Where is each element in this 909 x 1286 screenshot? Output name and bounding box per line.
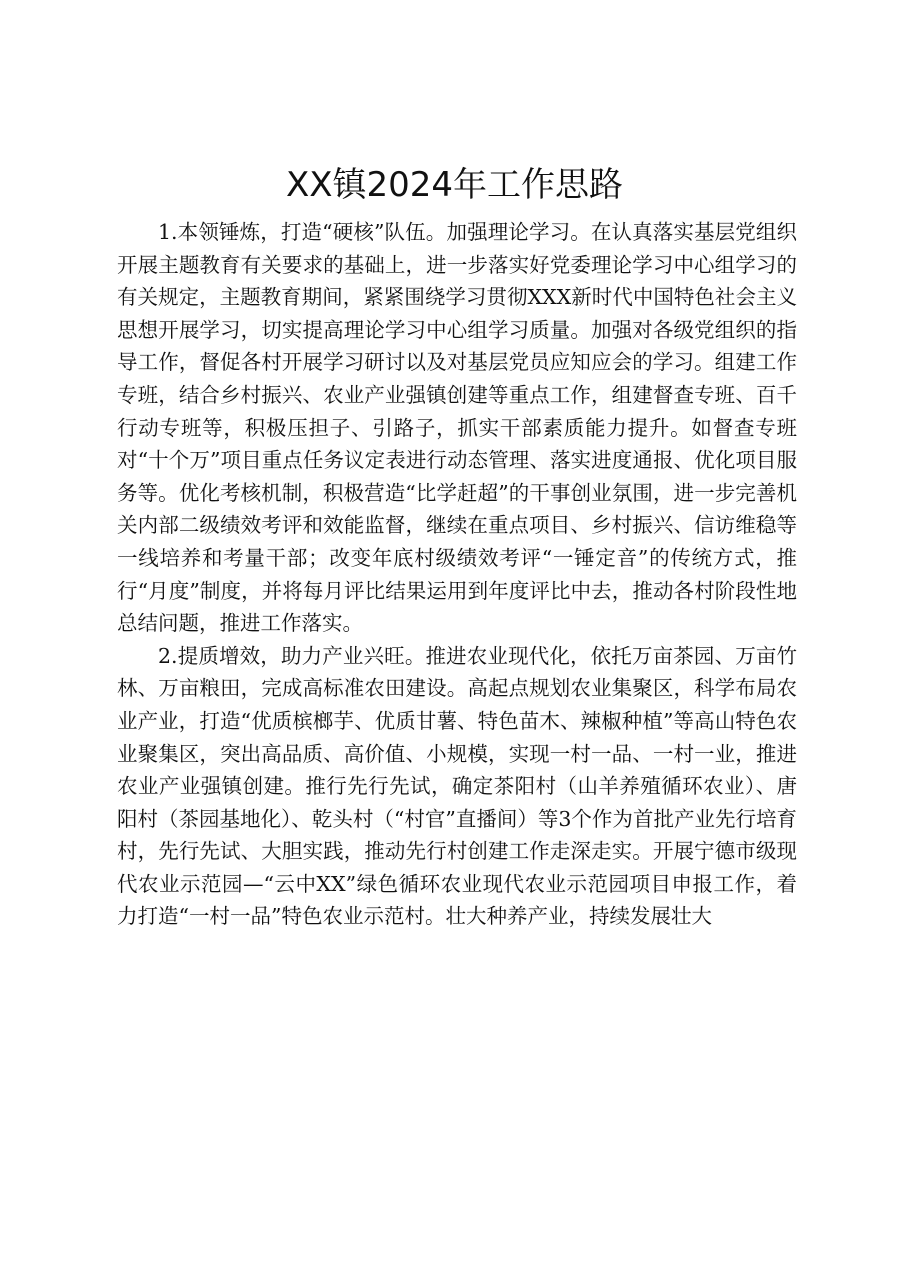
document-body [117, 216, 797, 933]
document-title: XX镇2024年工作思路 [285, 165, 624, 205]
paragraph-1: 1.本领锤炼，打造“硬核”队伍。加强理论学习。在认真落实基层党组织开展主题教育有关要求的基础上，进一步落实好党委理论学习中心组学习的有关规定，主题教育期间，紧紧围绕学习贯彻XXX新时代中国特色社会主义思想开展学习，切实提高理论学习中心组学习质量。加强对各级党组织的指导工作，督促各村开展学习研讨以及对基层党员应知应会的学习。组建工作专班，结合乡村振兴、农业产业强镇创建等重点工作，组建督查专班、百千行动专班等，积极压担子、引路子，抓实干部素质能力提升。如督查专班对“十个万”项目重点任务议定表进行动态管理、落实进度通报、优化项目服务等。优化考核机制，积极营造“比学赶超”的干事创业氛围，进一步完善机关内部二级绩效考评和效能监督，继续在重点项目、乡村振兴、信访维稳等一线培养和考量干部；改变年底村级绩效考评“一锤定音”的传统方式，推行“月度”制度，并将每月评比结果运用到年度评比中去，推动各村阶段性地总结问题，推进工作落实。 [117, 220, 797, 636]
paragraph-2: 2.提质增效，助力产业兴旺。推进农业现代化，依托万亩茶园、万亩竹林、万亩粮田，完成高标准农田建设。高起点规划农业集聚区，科学布局农业产业，打造“优质槟榔芋、优质甘薯、特色苗木、辣椒种植”等高山特色农业聚集区，突出高品质、高价值、小规模，实现一村一品、一村一业，推进农业产业强镇创建。推行先行先试，确定茶阳村（山羊养殖循环农业）、唐阳村（茶园基地化）、乾头村（“村官”直播间）等3个作为首批产业先行培育村，先行先试、大胆实践，推动先行村创建工作走深走实。开展宁德市级现代农业示范园—“云中XX”绿色循环农业现代农业示范园项目申报工作，着力打造“一村一品”特色农业示范村。壮大种养产业，持续发展壮大 [117, 643, 797, 929]
